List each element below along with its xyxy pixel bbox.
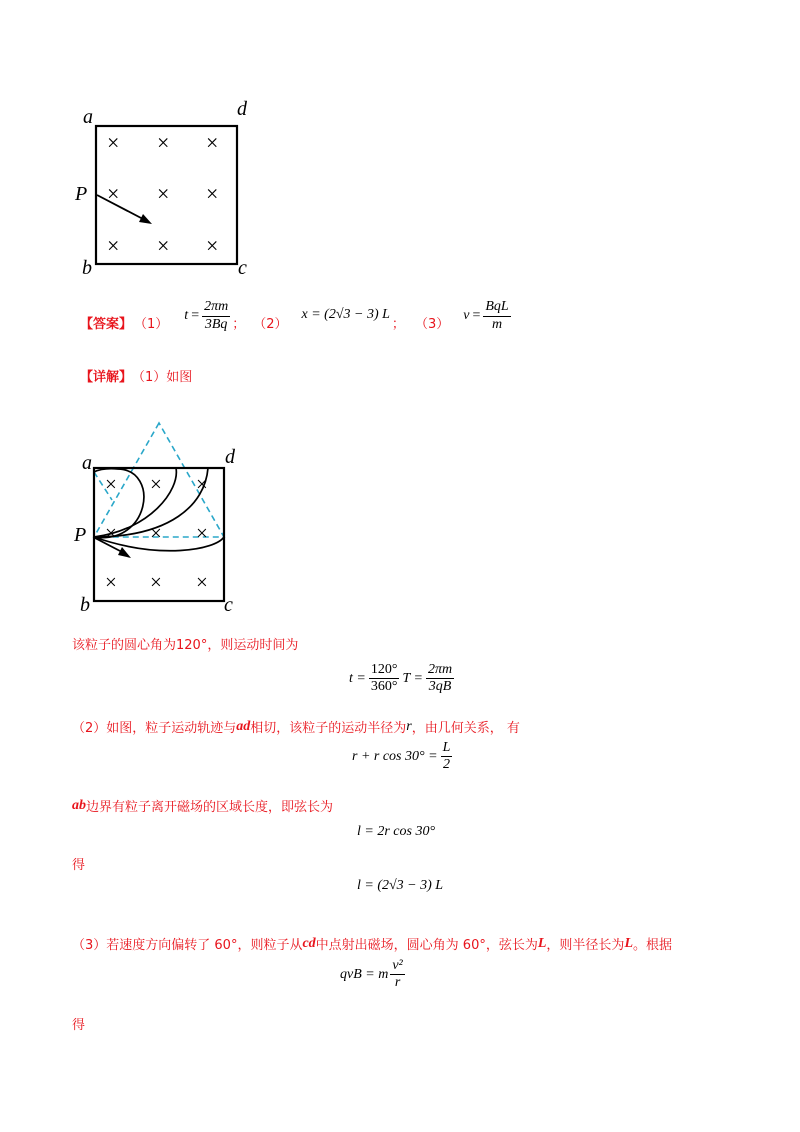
solution-line-2-ad: ad	[236, 718, 251, 734]
equation-2-fraction	[441, 740, 453, 773]
equation-1-mid: T =	[402, 670, 423, 686]
solution-line-2-r: r	[406, 718, 412, 734]
answer-separator-2: ；	[391, 316, 405, 332]
equation-4	[357, 878, 443, 894]
field-cross: ×	[206, 181, 219, 206]
equation-5	[340, 958, 405, 991]
solution-line-4-c: ，则半径长为	[546, 938, 625, 953]
vertex-label-a-2: a	[82, 452, 92, 474]
equation-1-fraction-2	[426, 662, 454, 695]
field-cross: ×	[105, 472, 117, 496]
answer-t-var: t	[184, 308, 189, 323]
field-cross: ×	[105, 570, 117, 594]
field-cross: ×	[157, 233, 170, 258]
solution-line-3-text: 边界有粒子离开磁场的区域长度，即弦长为	[86, 800, 334, 815]
answer-x-expression: x = (2√3 − 3) L	[301, 307, 390, 322]
field-cross: ×	[206, 233, 219, 258]
field-cross: ×	[107, 233, 120, 258]
field-cross: ×	[157, 130, 170, 155]
answer-separator-1: ；	[232, 316, 246, 332]
solution-de-1-text: 得	[72, 858, 86, 873]
answer-v-denominator: m	[491, 316, 503, 332]
equation-4-text: l = (2√3 − 3) L	[357, 878, 444, 893]
equation-5-denominator: r	[394, 975, 401, 991]
solution-line-1	[72, 634, 298, 653]
field-cross: ×	[196, 570, 208, 594]
solution-line-2-b: 相切，该粒子的运动半径为	[250, 721, 407, 736]
solution-line-2-c: ，由几何关系， 有	[411, 721, 520, 736]
field-cross: ×	[206, 130, 219, 155]
field-cross: ×	[150, 570, 162, 594]
answer-t-denominator: 3Bq	[204, 316, 228, 332]
point-label-p-2: P	[74, 524, 87, 546]
equation-3	[357, 824, 435, 840]
solution-line-4-a: （3）若速度方向偏转了 60°，则粒子从	[72, 938, 303, 953]
field-cross: ×	[107, 181, 120, 206]
solution-line-2	[72, 717, 520, 736]
detail-text: （1）如图	[132, 370, 193, 385]
equation-2-denominator: 2	[442, 757, 450, 773]
solution-de-2	[72, 1014, 85, 1033]
field-cross: ×	[150, 521, 162, 545]
solution-de-1	[72, 854, 85, 873]
equation-5-lhs: qvB = m	[340, 966, 389, 982]
vertex-label-b-2: b	[80, 594, 90, 616]
solution-de-2-text: 得	[72, 1018, 86, 1033]
equation-2	[352, 740, 452, 773]
equation-2-lhs: r + r cos 30° =	[352, 748, 438, 764]
field-cross: ×	[105, 521, 117, 545]
point-label-p: P	[75, 183, 88, 205]
equation-1	[349, 662, 454, 695]
field-cross: ×	[107, 130, 120, 155]
solution-line-3	[72, 796, 333, 815]
answer-v-numerator: BqL	[483, 299, 510, 316]
equation-1-f2-denominator: 3qB	[428, 679, 452, 695]
equation-5-numerator: v²	[390, 958, 404, 975]
solution-line-4	[72, 934, 672, 953]
equation-1-f2-numerator: 2πm	[426, 662, 454, 679]
solution-line-4-l2: L	[624, 935, 633, 951]
answer-equals: =	[191, 308, 200, 323]
solution-line-4-cd: cd	[302, 935, 316, 951]
answer-part-2: （2）	[253, 316, 288, 332]
solution-line-3-ab: ab	[72, 797, 86, 813]
equation-5-fraction	[390, 958, 404, 991]
vertex-label-c: c	[238, 257, 247, 279]
field-cross: ×	[150, 472, 162, 496]
velocity-arrowhead-2	[118, 547, 131, 558]
equation-1-lhs: t =	[349, 670, 366, 686]
field-cross: ×	[157, 181, 170, 206]
answer-v-var: v	[463, 308, 470, 323]
answer-equals-2: =	[472, 308, 481, 323]
vertex-label-b: b	[82, 257, 92, 279]
solution-line-4-d: 。根据	[633, 938, 673, 953]
vertex-label-d-2: d	[225, 446, 235, 468]
answer-tag: 【答案】	[80, 316, 133, 332]
detail-tag: 【详解】	[80, 370, 133, 385]
answer-part-3: （3）	[414, 316, 450, 332]
field-cross: ×	[196, 521, 208, 545]
equation-1-fraction-1	[369, 662, 400, 695]
answer-part-1: （1）	[134, 316, 169, 332]
solution-line-1-text: 该粒子的圆心角为120°，则运动时间为	[72, 638, 299, 653]
trajectory-small	[94, 469, 144, 538]
vertex-label-d: d	[237, 98, 247, 120]
solution-line-2-a: （2）如图，粒子运动轨迹与	[72, 721, 237, 736]
field-cross: ×	[196, 472, 208, 496]
equation-3-text: l = 2r cos 30°	[357, 824, 436, 839]
equation-1-f1-denominator: 360°	[370, 679, 398, 695]
answer-t-numerator: 2πm	[202, 299, 230, 316]
vertex-label-a: a	[83, 106, 93, 128]
equation-1-f1-numerator: 120°	[369, 662, 400, 679]
solution-line-4-l1: L	[537, 935, 547, 951]
vertex-label-c-2: c	[224, 594, 233, 616]
solution-line-4-b: 中点射出磁场，圆心角为 60°，弦长为	[315, 938, 538, 953]
equation-2-numerator: L	[441, 740, 453, 757]
